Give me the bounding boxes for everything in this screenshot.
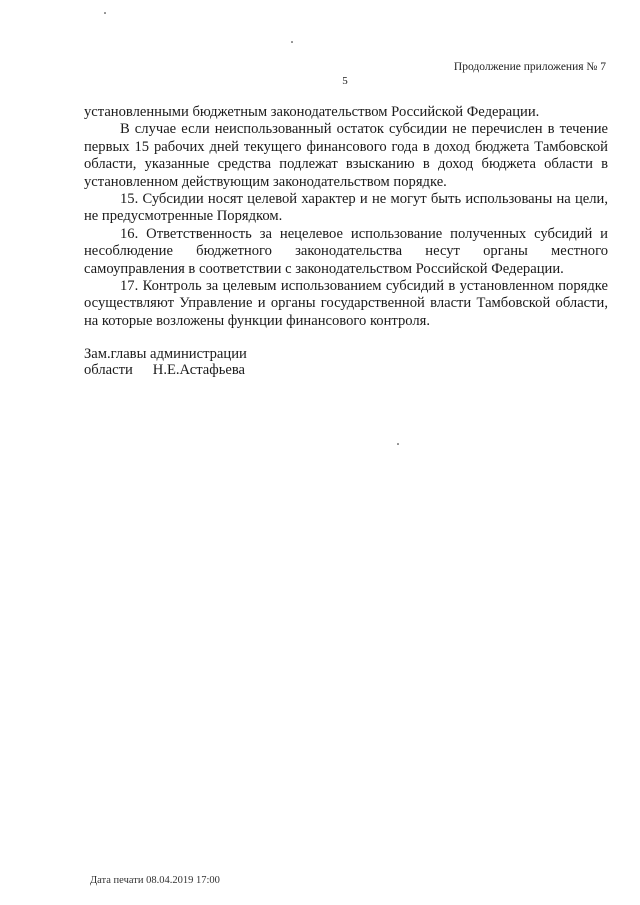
signature-line2: [84, 362, 247, 378]
signature-block: [84, 346, 247, 378]
paragraph-unused-balance: В случае если неиспользованный остаток субсидии не перечислен в течение первых 15 рабочих дней текущего финансового года в доход бюджета Тамбовской области, указанные средства подлежат взысканию в доход бюджета области в установленном действующим законодательством порядке.: [84, 121, 608, 190]
paragraph-17: 17. Контроль за целевым использованием субсидий в установленном порядке осуществляют Управление и органы государственной власти Тамбовской области, на которые возложены функции финансового контроля.: [84, 278, 608, 329]
page-number: 5: [342, 75, 348, 87]
continuation-note: Продолжение приложения № 7: [453, 61, 606, 73]
document-body: [84, 104, 608, 330]
paragraph-16: 16. Ответственность за нецелевое использование полученных субсидий и несоблюдение бюджетного законодательства несут органы местного самоуправления в соответствии с законодательством Российской Федерации.: [84, 225, 608, 277]
signature-position-line2: области: [84, 362, 133, 378]
scan-speck: [104, 12, 106, 14]
print-date: Дата печати 08.04.2019 17:00: [90, 875, 220, 886]
signature-name: Н.Е.Астафьева: [152, 362, 245, 378]
signature-position-line1: Зам.главы администрации: [84, 346, 247, 362]
scan-speck: [291, 41, 293, 43]
paragraph-15: 15. Субсидии носят целевой характер и не могут быть использованы на цели, не предусмотренные Порядком.: [84, 191, 608, 225]
scan-speck: [397, 443, 399, 445]
paragraph-continuation: установленными бюджетным законодательством Российской Федерации.: [84, 104, 540, 120]
